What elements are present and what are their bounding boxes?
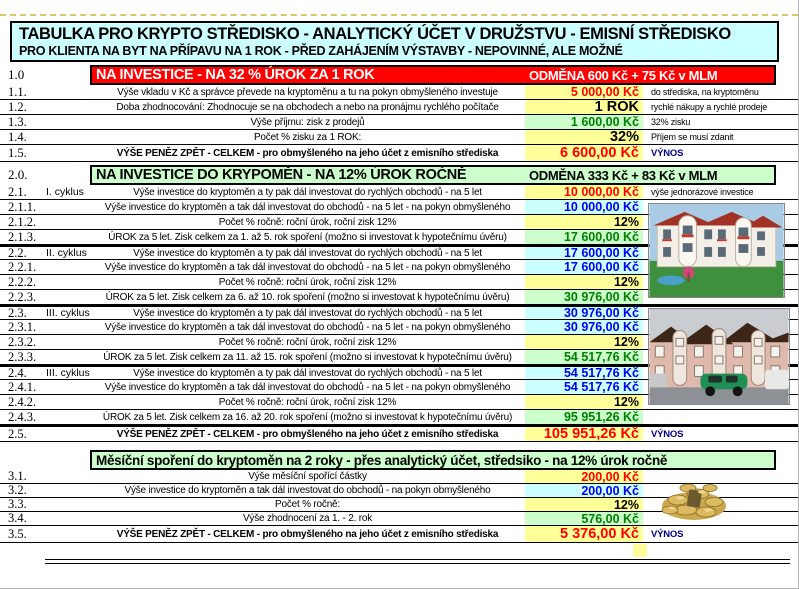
row-description: Výše investice do kryptoměn a ty pak dál investovat do rychlých obchodů - na 5 let bbox=[133, 307, 482, 319]
table-row bbox=[0, 410, 798, 425]
cycle-label bbox=[46, 335, 90, 349]
row-number: 2.4.3. bbox=[8, 409, 37, 424]
table-row bbox=[0, 145, 798, 162]
value-cell: 6 600,00 Kč bbox=[525, 145, 643, 161]
row-description: Výše měsíční spořící částky bbox=[248, 471, 367, 482]
row-number: 2.3.1. bbox=[8, 319, 37, 334]
row-number: 2.3.2. bbox=[8, 334, 37, 349]
table-row bbox=[0, 100, 798, 115]
row-number: 2.2.1. bbox=[8, 259, 37, 274]
cycle-label bbox=[46, 115, 90, 129]
page-break-dashed-line bbox=[0, 14, 798, 16]
note-cell: Příjem se musí zdanit bbox=[651, 132, 734, 142]
note-cell: VÝNOS bbox=[651, 428, 684, 440]
title-block bbox=[10, 21, 779, 62]
row-number: 1.4. bbox=[8, 129, 27, 144]
row-number: 2.1.3. bbox=[8, 229, 37, 244]
row-description: ÚROK za 5 let. Zisk celkem za 6. až 10. rok spoření (možno si investovat k hypotečnímu úvěru) bbox=[105, 291, 510, 303]
row-number: 2.4. bbox=[8, 365, 27, 380]
cycle-label bbox=[46, 380, 90, 394]
value-cell: 105 951,26 Kč bbox=[525, 427, 643, 441]
row-description: VÝŠE PENĚZ ZPĚT - CELKEM - pro obmyšleného na jeho účet z emisního střediska bbox=[116, 428, 499, 440]
cycle-label bbox=[46, 410, 90, 424]
value-cell: 54 517,76 Kč bbox=[525, 350, 643, 364]
value-cell: 32% bbox=[525, 130, 643, 144]
row-description: ÚROK za 5 let. Zisk celkem za 11. až 15. rok spoření (možno si investovat k hypotečnímu úvěru) bbox=[103, 351, 512, 363]
row-number: 2.2. bbox=[8, 245, 27, 260]
cycle-label bbox=[46, 498, 90, 511]
row-number: 2.2.3. bbox=[8, 289, 37, 304]
row-number: 1.3. bbox=[8, 114, 27, 129]
row-description: VÝŠE PENĚZ ZPĚT - CELKEM - pro obmyšleného na jeho účet z emisního střediska bbox=[116, 528, 499, 540]
value-cell: 12% bbox=[525, 335, 643, 349]
note-cell: rychlé nákupy a rychlé prodeje bbox=[651, 102, 768, 112]
section-header-band bbox=[90, 450, 776, 470]
note-cell bbox=[643, 410, 798, 424]
row-description: Výše investice do kryptoměn a tak dál investovat do obchodů - na 5 let - na pokyn obmyšleného bbox=[104, 321, 511, 333]
row-description: Počet % zisku za 1 ROK: bbox=[253, 131, 362, 143]
row-number: 3.5. bbox=[8, 526, 27, 541]
document-title: TABULKA PRO KRYPTO STŘEDISKO - ANALYTICKÝ ÚČET V DRUŽSTVU - EMISNÍ STŘEDISKO bbox=[19, 25, 731, 43]
cycle-label bbox=[46, 526, 90, 542]
row-number: 3.2. bbox=[8, 483, 27, 497]
value-cell: 10 000,00 Kč bbox=[525, 185, 643, 199]
cycle-label: II. cyklus bbox=[46, 247, 87, 259]
cycle-label: III. cyklus bbox=[46, 367, 90, 379]
row-description: VÝŠE PENĚZ ZPĚT - CELKEM - pro obmyšleného na jeho účet z emisního střediska bbox=[116, 147, 499, 159]
value-cell: 12% bbox=[525, 498, 643, 511]
value-column-overflow-strip bbox=[633, 544, 647, 557]
value-cell: 5 376,00 Kč bbox=[525, 526, 643, 542]
value-cell: 576,00 Kč bbox=[525, 512, 643, 525]
section-header-band bbox=[90, 165, 776, 185]
cycle-label bbox=[46, 85, 90, 99]
section-header-row bbox=[0, 450, 776, 470]
section-title: Měsíční spoření do kryptoměn na 2 roky - přes analytický účet, středsiko - na 12% úrok ročně bbox=[96, 452, 668, 468]
cycle-label bbox=[46, 215, 90, 229]
value-cell: 95 951,26 Kč bbox=[525, 410, 643, 424]
value-cell: 200,00 Kč bbox=[525, 484, 643, 497]
analytic-table bbox=[0, 65, 798, 543]
apartment-building-render-image bbox=[648, 203, 785, 298]
gold-coins-pile-image bbox=[658, 474, 730, 524]
section-reward: ODMĚNA 600 Kč + 75 Kč v MLM bbox=[529, 67, 718, 83]
row-description: Výše investice do kryptoměn a ty pak dál investovat do rychlých obchodů - na 5 let bbox=[133, 247, 482, 259]
row-description: ÚROK za 5 let. Zisk celkem za 1. až 5. rok spoření (možno si investovat k hypotečnímu úvěru) bbox=[108, 231, 507, 243]
row-number: 2.0. bbox=[8, 167, 28, 182]
row-number: 2.4.1. bbox=[8, 379, 37, 394]
row-number: 3.3. bbox=[8, 497, 27, 511]
value-cell: 12% bbox=[525, 215, 643, 229]
section-header-band bbox=[90, 65, 776, 85]
value-cell: 200,00 Kč bbox=[525, 470, 643, 483]
row-description: Výše investice do kryptoměn a ty pak dál investovat do rychlých obchodů - na 5 let bbox=[133, 186, 482, 198]
section-header-row bbox=[0, 165, 776, 185]
value-cell: 10 000,00 Kč bbox=[525, 200, 643, 214]
bottom-double-rule bbox=[45, 559, 790, 564]
row-number: 1.1. bbox=[8, 84, 27, 99]
value-cell: 54 517,76 Kč bbox=[525, 367, 643, 379]
row-description: Výše příjmu: zisk z prodejů bbox=[250, 116, 365, 128]
cycle-label bbox=[46, 512, 90, 525]
row-number: 1.2. bbox=[8, 99, 27, 114]
row-number: 3.1. bbox=[8, 469, 27, 483]
cycle-label bbox=[46, 200, 90, 214]
value-cell: 12% bbox=[525, 275, 643, 289]
row-description: Výše investice do kryptoměn a tak dál investovat do obchodů - na 5 let - na pokyn obmyšleného bbox=[104, 201, 511, 213]
row-description: Výše investice do kryptoměn a tak dál investovat do obchodů - na 5 let - na pokyn obmyšleného bbox=[104, 381, 511, 393]
row-number: 2.3.3. bbox=[8, 349, 37, 364]
cycle-label bbox=[46, 275, 90, 289]
row-number: 2.2.2. bbox=[8, 274, 37, 289]
value-cell: 17 600,00 Kč bbox=[525, 247, 643, 259]
table-row bbox=[0, 185, 798, 200]
value-cell: 12% bbox=[525, 395, 643, 409]
row-description: Výše investice do kryptoměn a ty pak dál investovat do rychlých obchodů - na 5 let bbox=[133, 367, 482, 379]
row-number: 1.5. bbox=[8, 145, 27, 160]
cycle-label bbox=[46, 350, 90, 364]
row-description: Počet % ročně: bbox=[274, 499, 340, 510]
value-cell: 30 976,00 Kč bbox=[525, 307, 643, 319]
row-number: 2.3. bbox=[8, 305, 27, 320]
cycle-label bbox=[46, 470, 90, 483]
section-title: NA INVESTICE DO KRYPOMĚN - NA 12% ÚROK ROČNĚ bbox=[96, 167, 467, 183]
value-cell: 1 600,00 Kč bbox=[525, 115, 643, 129]
value-cell: 17 600,00 Kč bbox=[525, 230, 643, 244]
row-number: 2.1.2. bbox=[8, 214, 37, 229]
row-number: 2.1. bbox=[8, 184, 27, 199]
cycle-label bbox=[46, 427, 90, 441]
note-cell: 32% zisku bbox=[651, 117, 691, 127]
row-number bbox=[0, 450, 90, 470]
value-cell: 30 976,00 Kč bbox=[525, 290, 643, 304]
row-number: 1.0 bbox=[8, 67, 25, 82]
cycle-label bbox=[46, 130, 90, 144]
row-number: 3.4. bbox=[8, 511, 27, 525]
row-description: Výše investice do kryptoměn a tak dál investovat do obchodů - na pokyn obmyšleného bbox=[124, 485, 491, 496]
cycle-label bbox=[46, 320, 90, 334]
row-number: 2.5. bbox=[8, 426, 27, 441]
row-description: Výše investice do kryptoměn a tak dál investovat do obchodů - na 5 let - na pokyn obmyšleného bbox=[104, 261, 511, 273]
row-description: ÚROK za 5 let. Zisk celkem za 16. až 20. rok spoření (možno si investovat k hypotečnímu úvěru) bbox=[102, 411, 513, 423]
table-row bbox=[0, 115, 798, 130]
value-cell: 5 000,00 Kč bbox=[525, 85, 643, 99]
row-number: 2.1.1. bbox=[8, 199, 37, 214]
row-description: Počet % ročně: roční úrok, roční zisk 12% bbox=[218, 216, 397, 228]
note-cell: výše jednorázové investice bbox=[651, 187, 754, 197]
row-description: Výše zhodnocení za 1. - 2. rok bbox=[242, 513, 373, 524]
value-cell: 17 600,00 Kč bbox=[525, 260, 643, 274]
row-number: 2.4.2. bbox=[8, 394, 37, 409]
note-cell: do střediska, na kryptoměnu bbox=[651, 87, 759, 97]
cycle-label bbox=[46, 290, 90, 304]
note-cell: VÝNOS bbox=[651, 147, 684, 159]
row-description: Doba zhodnocování: Zhodnocuje se na obchodech a nebo na pronájmu rychlého počítače bbox=[116, 101, 499, 113]
cycle-label bbox=[46, 260, 90, 274]
cycle-label bbox=[46, 145, 90, 161]
cycle-label: I. cyklus bbox=[46, 186, 84, 198]
table-row bbox=[0, 425, 798, 442]
row-description: Počet % ročně: roční úrok, roční zisk 12% bbox=[218, 396, 397, 408]
apartment-building-photo-image bbox=[648, 308, 790, 405]
table-row bbox=[0, 130, 798, 145]
row-description: Počet % ročně: roční úrok, roční zisk 12% bbox=[218, 276, 397, 288]
section-title: NA INVESTICE - NA 32 % ÚROK ZA 1 ROK bbox=[96, 67, 375, 83]
note-cell: VÝNOS bbox=[651, 528, 684, 540]
table-row bbox=[0, 526, 798, 543]
section-reward: ODMĚNA 333 Kč + 83 Kč v MLM bbox=[529, 167, 718, 183]
row-description: Výše vkladu v Kč a správce převede na kryptoměnu a tu na pokyn obmyšleného investuje bbox=[117, 86, 498, 98]
cycle-label bbox=[46, 484, 90, 497]
cycle-label bbox=[46, 100, 90, 114]
cycle-label: III. cyklus bbox=[46, 307, 90, 319]
document-subtitle: PRO KLIENTA NA BYT NA PŘÍPAVU NA 1 ROK - PŘED ZAHÁJENÍM VÝSTAVBY - NEPOVINNÉ, ALE MOŽNÉ bbox=[19, 44, 623, 58]
cycle-label bbox=[46, 230, 90, 244]
section-header-row bbox=[0, 65, 776, 85]
value-cell: 54 517,76 Kč bbox=[525, 380, 643, 394]
cycle-label bbox=[46, 395, 90, 409]
table-row bbox=[0, 85, 798, 100]
row-description: Počet % ročně: roční úrok, roční zisk 12% bbox=[218, 336, 397, 348]
value-cell: 1 ROK bbox=[525, 100, 643, 114]
value-cell: 30 976,00 Kč bbox=[525, 320, 643, 334]
